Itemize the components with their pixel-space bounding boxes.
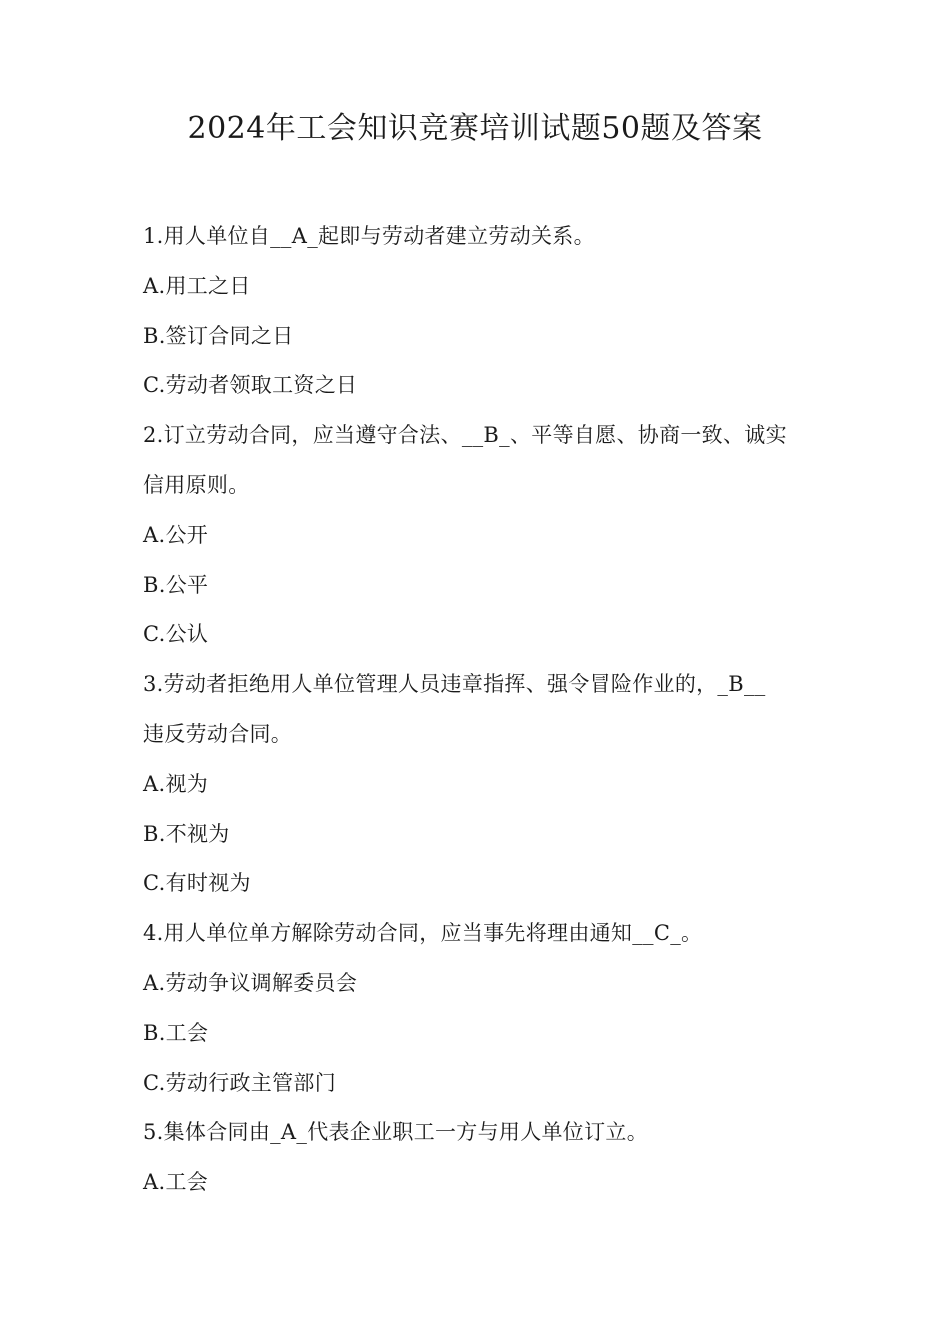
question-3-option-a: A.视为	[143, 771, 209, 796]
question-4-option-b: B.工会	[143, 1020, 209, 1045]
question-2-option-b: B.公平	[143, 572, 209, 597]
question-3-stem: 3.劳动者拒绝用人单位管理人员违章指挥、强令冒险作业的，_B__	[143, 672, 766, 697]
question-5-stem: 5.集体合同由_A_代表企业职工一方与用人单位订立。	[143, 1120, 648, 1145]
question-4-option-a: A.劳动争议调解委员会	[143, 970, 358, 995]
question-4-option-c: C.劳动行政主管部门	[143, 1070, 336, 1095]
question-1-stem: 1.用人单位自__A_起即与劳动者建立劳动关系。	[143, 224, 595, 248]
question-3-option-c: C.有时视为	[143, 871, 251, 896]
question-2-stem: 2.订立劳动合同，应当遵守合法、__B_、平等自愿、协商一致、诚实	[143, 423, 787, 448]
question-4-stem: 4.用人单位单方解除劳动合同，应当事先将理由通知__C_。	[143, 921, 703, 946]
question-2-option-c: C.公认	[143, 622, 209, 647]
question-list	[143, 212, 823, 1208]
question-5-option-a: A.工会	[143, 1170, 209, 1195]
question-1-option-c: C.劳动者领取工资之日	[143, 373, 358, 398]
question-2-stem-continued: 信用原则。	[143, 472, 250, 497]
question-3-stem-continued: 违反劳动合同。	[143, 721, 293, 746]
question-3-option-b: B.不视为	[143, 821, 230, 846]
question-1-option-a: A.用工之日	[143, 273, 251, 298]
question-2-option-a: A.公开	[143, 522, 209, 547]
question-1-option-b: B.签订合同之日	[143, 323, 294, 348]
document-title: 2024年工会知识竞赛培训试题50题及答案	[187, 111, 763, 146]
